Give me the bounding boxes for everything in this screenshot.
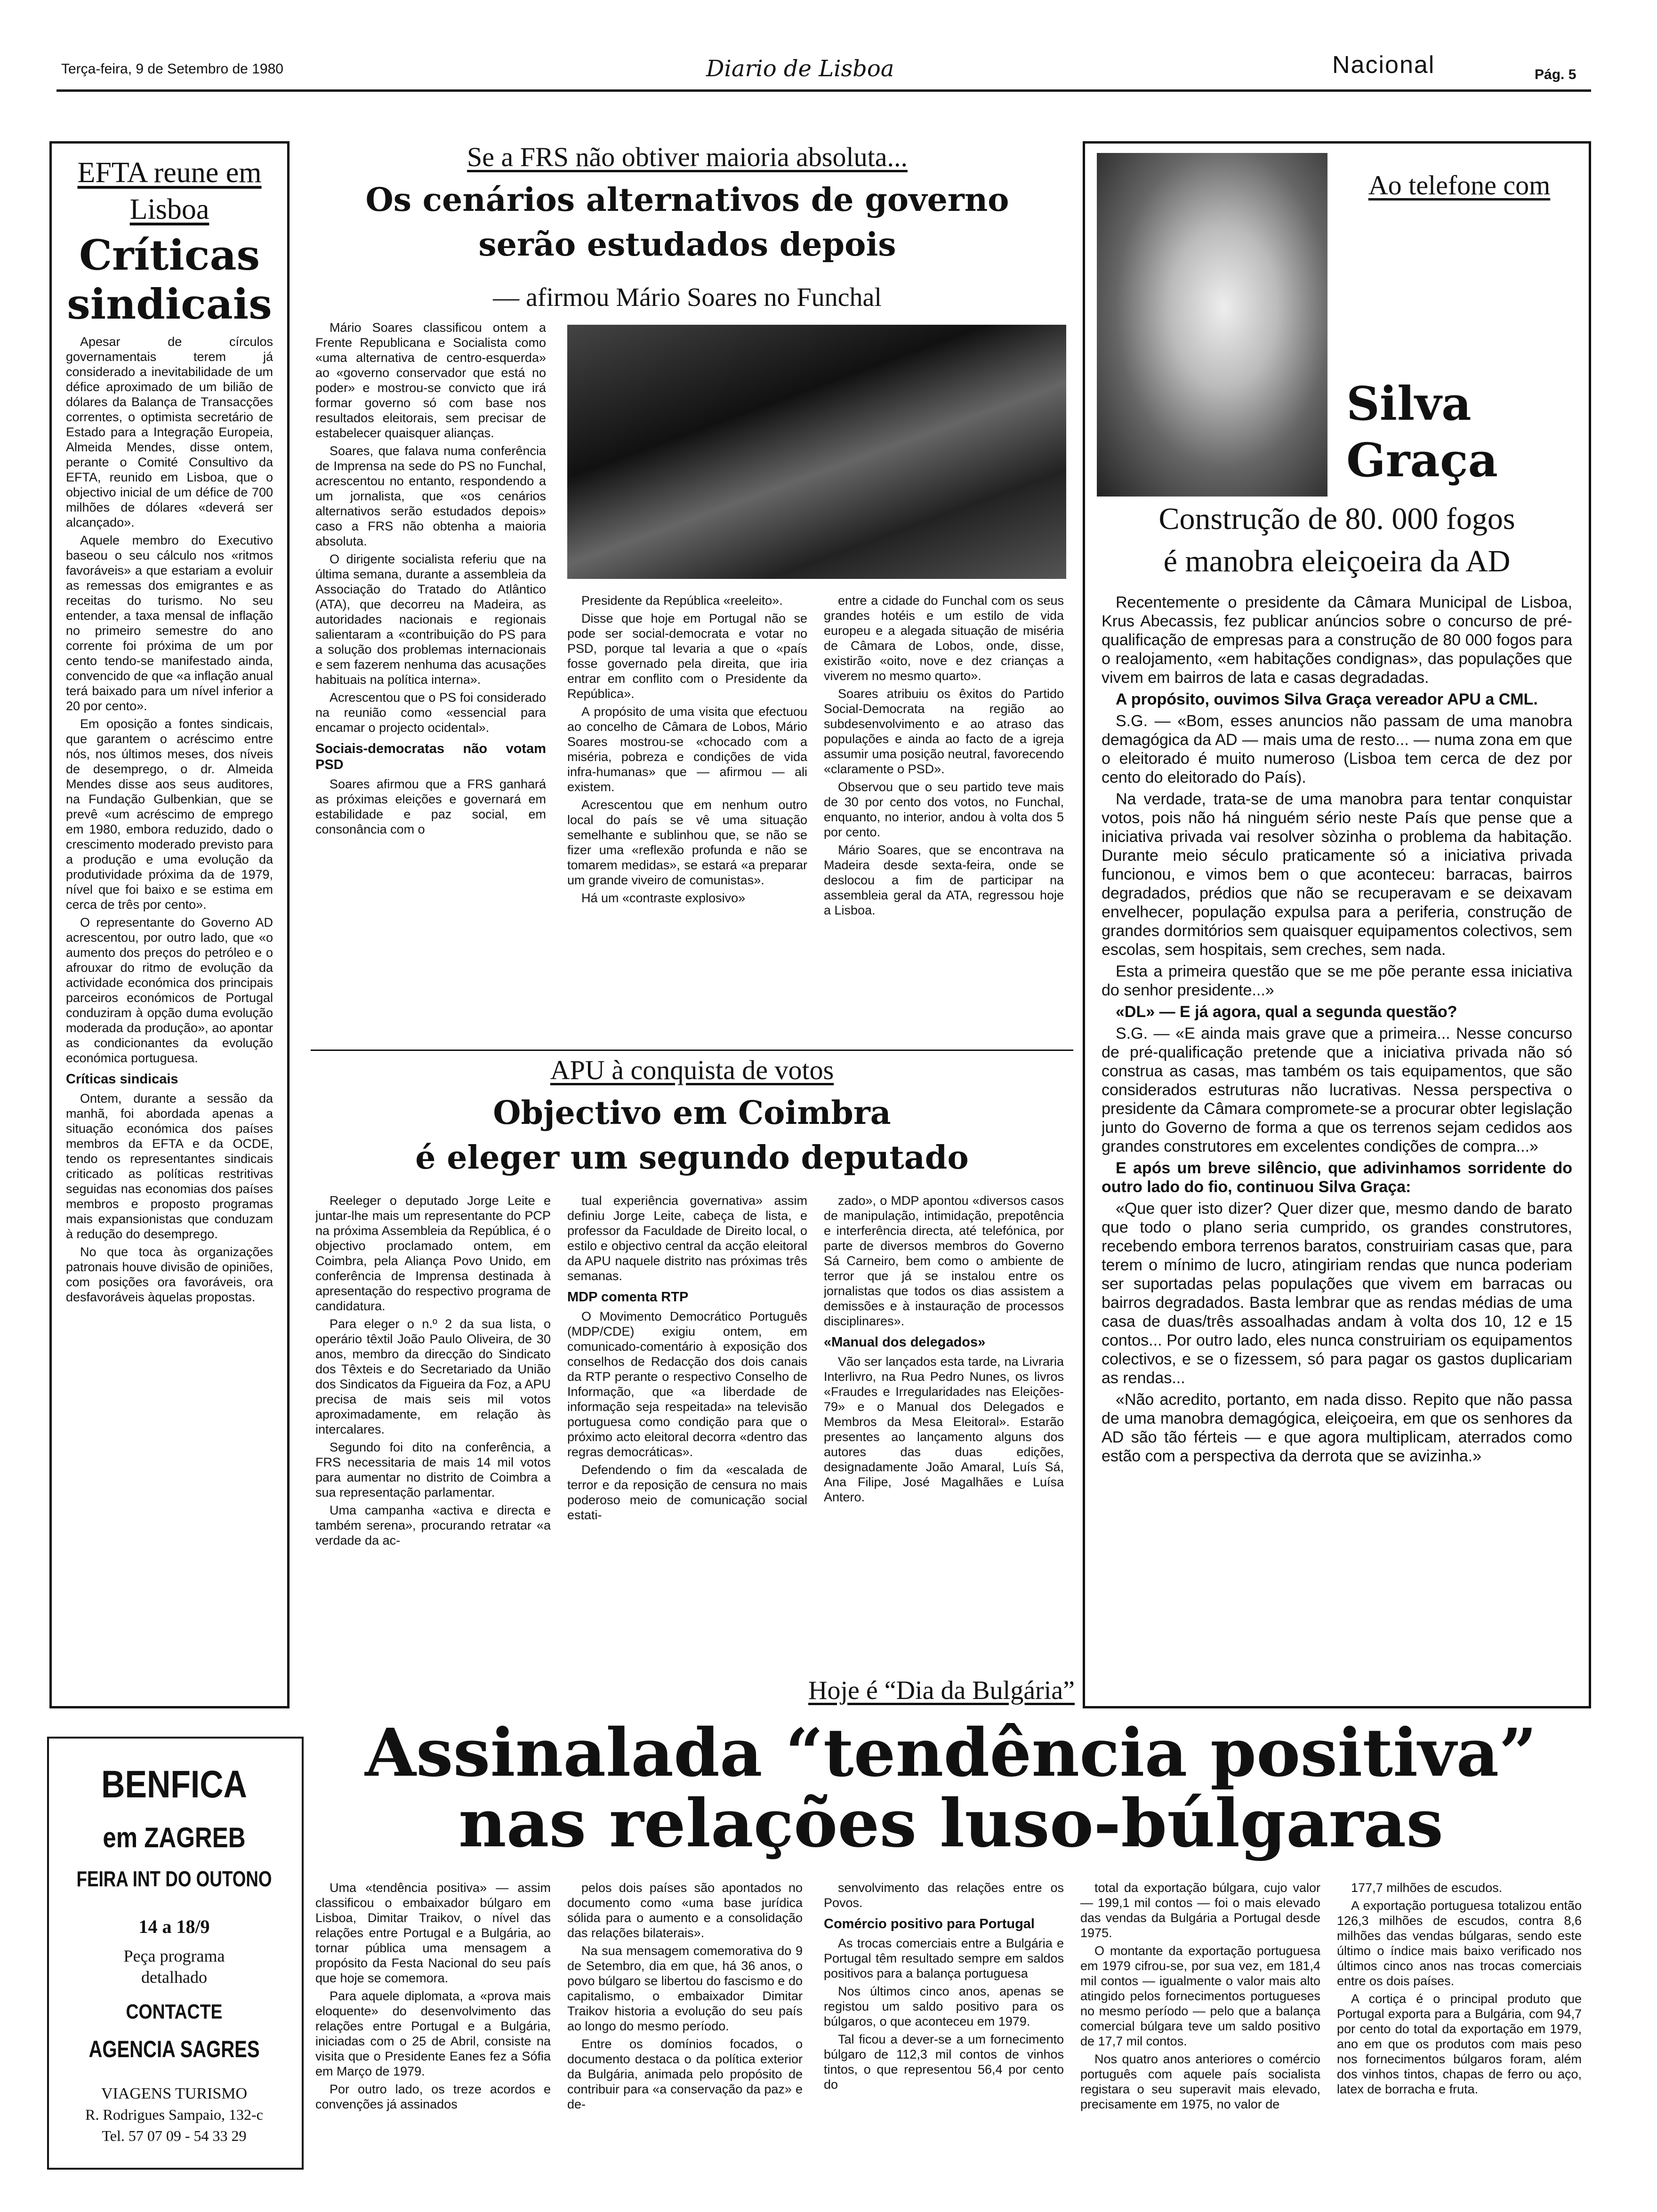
soares-press-photo xyxy=(567,325,1066,579)
bulgaria-paragraph: Nos últimos cinco anos, apenas se registou um saldo positivo para os búlgaros, o que aconteceu em 1979. xyxy=(824,1984,1064,2028)
frs-column-3 xyxy=(824,593,1064,1054)
silva-paragraph: Esta a primeira questão que se me põe perante essa iniciativa do senhor presidente...» xyxy=(1102,962,1572,999)
silva-paragraph-bold: E após um breve silêncio, que adivinhamos sorridente do outro lado do fio, continuou Silva Graça: xyxy=(1102,1159,1572,1196)
apu-headline-line1: Objectivo em Coimbra xyxy=(493,1094,891,1132)
ad-club-name: BENFICA xyxy=(101,1763,247,1806)
silva-name-line1: Silva xyxy=(1346,377,1472,431)
apu-headline-line2: é eleger um segundo deputado xyxy=(415,1139,969,1177)
efta-paragraph: Aquele membro do Executivo baseou o seu cálculo nos «ritmos favoráveis» a que estariam a evoluir as remessas dos emigrantes e as receitas do turismo. No seu entender, a taxa mensal de inflação no primeiro semestre do ano corrente foi próxima de um por cento tendo-se manifestado ainda, convencido de que «a inflação anual terá baixado para um nível inferior a 20 por cento». xyxy=(66,533,273,713)
silva-headline-line1: Construção de 80. 000 fogos xyxy=(1158,502,1515,536)
efta-paragraph: Ontem, durante a sessão da manhã, foi abordada apenas a situação económica dos países membros da EFTA e da OCDE, tendo os representantes sindicais criticado as políticas restritivas seguidas nas economias dos países membros e proposto programas mais expansionistas que conduzam à redução do desemprego. xyxy=(66,1091,273,1241)
silva-graca-portrait xyxy=(1097,153,1327,497)
bulgaria-paragraph: O montante da exportação portuguesa em 1979 cifrou-se, por sua vez, em 181,4 mil contos — igualmente o valor mais alto atingido pelos fornecimentos portugueses no mesmo período — pelo que a balança comercial búlgara teve um saldo positivo de 17,7 mil contos. xyxy=(1080,1944,1320,2048)
bulgaria-paragraph: total da exportação búlgara, cujo valor — 199,1 mil contos — foi o mais elevado das vendas da Bulgária a Portugal desde 1975. xyxy=(1080,1881,1320,1940)
silva-paragraph: «Não acredito, portanto, em nada disso. Repito que não passa de uma manobra demagógica, eleiçoeira, em que os senhores da AD são tão férteis — e que agora multiplicam, aterrados como estão com a perspectiva da derrota que se avizinha.» xyxy=(1102,1391,1572,1465)
bulgaria-column-2 xyxy=(567,1880,803,2200)
apu-paragraph: Para eleger o n.º 2 da sua lista, o operário têxtil João Paulo Oliveira, de 30 anos, membro da direcção do Sindicato dos Têxteis e do Secretariado da União dos Sindicatos da Figueira da Foz, a APU precisa de mais seis mil votos aproximadamente, em relação às intercalares. xyxy=(315,1317,551,1436)
silva-paragraph-bold: «DL» — E já agora, qual a segunda questão? xyxy=(1116,1003,1457,1021)
bulgaria-column-5 xyxy=(1337,1880,1582,2200)
masthead-rule xyxy=(56,89,1591,92)
efta-headline: Críticas sindicais xyxy=(67,231,272,329)
bulgaria-paragraph: Entre os domínios focados, o documento destaca o da política exterior da Bulgária, animada pelo propósito de contribuir para «a conservação da paz» e de- xyxy=(567,2037,803,2111)
ad-contact-label: CONTACTE xyxy=(126,2000,223,2023)
silva-paragraph-bold: A propósito, ouvimos Silva Graça vereador APU a CML. xyxy=(1116,690,1538,708)
apu-column-2 xyxy=(567,1193,807,1706)
ad-request-line1: Peça programa xyxy=(123,1947,225,1965)
bulgaria-column-4 xyxy=(1080,1880,1320,2200)
frs-paragraph: Disse que hoje em Portugal não se pode ser social-democrata e votar no PSD, porque tal levaria a que o «país fosse governado pela direita, que iria entrar em conflito com o Presidente da República». xyxy=(567,611,807,701)
silva-paragraph: S.G. — «E ainda mais grave que a primeira... Nesse concurso de pré-qualificação pretende que a iniciativa privada não só construa as casas, mas também os tais equipamentos, que são considerados estruturas não lucrativas. Nessa perspectiva o presidente da Câmara compromete-se a procurar obter legislação junto do Governo de forma a que os terrenos sejam cedidos aos grandes construtores em excelentes condições de compra...» xyxy=(1102,1025,1572,1155)
ad-request-line2: detalhado xyxy=(141,1968,207,1987)
bulgaria-paragraph: 177,7 milhões de escudos. xyxy=(1351,1881,1503,1895)
frs-subheadline: — afirmou Mário Soares no Funchal xyxy=(493,283,882,312)
bulgaria-column-1 xyxy=(315,1880,551,2200)
apu-column-3 xyxy=(824,1193,1064,1706)
frs-paragraph: Mário Soares classificou ontem a Frente Republicana e Socialista como «uma alternativa de centro-esquerda» ao «governo conservador que está no poder» e mostrou-se convicto que irá formar governo só com base nos resultados eleitorais, sem precisar de estabelecer quaisquer alianças. xyxy=(315,321,546,440)
silva-paragraph: S.G. — «Bom, esses anuncios não passam de uma manobra demagógica da AD — mais uma de resto... — numa zona em que o eleitorado é muito numeroso (Lisboa tem cerca de dez por cento do eleitorado do País). xyxy=(1102,712,1572,786)
newspaper-name: Diario de Lisboa xyxy=(706,56,894,82)
apu-intertitle-mdp: MDP comenta RTP xyxy=(567,1290,689,1305)
silva-paragraph: «Que quer isto dizer? Quer dizer que, mesmo dando de barato que todo o plano seria cumprido, os grandes construtores, recebendo embora terrenos baratos, construiriam casas que, para terem o mínimo de lucro, atingiriam rendas que nunca poderiam ser suportadas pelas populações que vivem em barracas ou bairros degradados. Basta lembrar que as rendas médias de uma casa de duas/três assoalhadas andam à volta dos 10, 12 e 15 contos... Por outro lado, eles nunca construiriam os equipamentos colectivos, e se o fizessem, só para pagar os gastos duplicariam as rendas... xyxy=(1102,1200,1572,1387)
ad-destination: em ZAGREB xyxy=(103,1822,246,1853)
frs-paragraph: Mário Soares, que se encontrava na Madeira desde sexta-feira, onde se deslocou a fim de participar na assembleia geral da ATA, regressou hoje a Lisboa. xyxy=(824,843,1064,917)
page-date: Terça-feira, 9 de Setembro de 1980 xyxy=(61,61,283,77)
ad-agency-type: VIAGENS TURISMO xyxy=(101,2085,248,2102)
silva-kicker: Ao telefone com xyxy=(1368,170,1551,200)
ad-dates: 14 a 18/9 xyxy=(138,1916,210,1937)
bulgaria-column-3 xyxy=(824,1880,1064,2200)
bulgaria-paragraph: senvolvimento das relações entre os Povos. xyxy=(824,1881,1064,1910)
efta-paragraph: O representante do Governo AD acrescentou, por outro lado, que «o aumento dos preços do petróleo e o afrouxar do ritmo de evolução da actividade económica dos principais parceiros económicos de Portugal conduziram à opção duma evolução moderada da produção», ao apontar as condicionantes da evolução económica portuguesa. xyxy=(66,915,273,1065)
frs-paragraph: Acrescentou que o PS foi considerado na reunião como «essencial para encamar o projecto ocidental». xyxy=(315,690,546,735)
bulgaria-paragraph: pelos dois países são apontados no documento como «uma base jurídica sólida para o aumento e a consolidação das relações bilaterais». xyxy=(567,1881,803,1940)
apu-paragraph: Uma campanha «activa e directa e também serena», procurando retratar «a verdade da ac- xyxy=(315,1503,551,1547)
bulgaria-paragraph: Tal ficou a dever-se a um fornecimento búlgaro de 112,3 mil contos de vinhos tintos, o que representou 56,4 por cento do xyxy=(824,2032,1064,2092)
frs-paragraph: Há um «contraste explosivo» xyxy=(581,891,746,905)
frs-column-2 xyxy=(567,593,807,1054)
ad-phone: Tel. 57 07 09 - 54 33 29 xyxy=(102,2127,247,2144)
frs-paragraph: Acrescentou que em nenhum outro local do país se vê uma situação semelhante e sublinhou que, se não se fizer uma «reflexão profunda e não se tomarem medidas», se estará «a preparar um grande viveiro de comunistas». xyxy=(567,798,807,887)
bulgaria-paragraph: Nos quatro anos anteriores o comércio português com aquele país socialista registara o seu superavit mais elevado, precisamente em 1975, no valor de xyxy=(1080,2052,1320,2111)
ad-address: R. Rodrigues Sampaio, 132-c xyxy=(85,2106,263,2123)
silva-name-line2: Graça xyxy=(1346,433,1498,488)
frs-headline-line2: serão estudados depois xyxy=(478,226,896,264)
ad-agency-name: AGENCIA SAGRES xyxy=(88,2036,260,2062)
bulgaria-headline-line1: Assinalada “tendência positiva” xyxy=(365,1715,1537,1792)
apu-intertitle-manual: «Manual dos delegados» xyxy=(824,1335,986,1350)
bulgaria-paragraph: A cortiça é o principal produto que Portugal exporta para a Bulgária, com 94,7 por cento do total da exportação em 1979, ano em que os produtos com mais peso nos fornecimentos búlgaros foram, além dos vinhos tintos, chapas de ferro ou aço, latex de borracha e fruta. xyxy=(1337,1992,1582,2096)
section-name: Nacional xyxy=(1332,51,1435,79)
frs-headline-line1: Os cenários alternativos de governo xyxy=(365,181,1009,219)
apu-paragraph: O Movimento Democrático Português (MDP/CDE) exigiu ontem, em comunicado-comentário à exposição dos conselhos de Redacção dos dois canais da RTP perante o respectivo Conselho de Informação, que «a liberdade de informação seja respeitada» na televisão portuguesa como condição para que o próximo acto eleitoral decorra «dentro das regras democráticas». xyxy=(567,1309,807,1459)
silva-paragraph: Recentemente o presidente da Câmara Municipal de Lisboa, Krus Abecassis, fez publicar anúncios sobre o concurso de pré-qualificação de empresas para a construção de 80 000 fogos para o realojamento, «em habitações condignas», das populações que vivem em bairros de lata e casas degradadas. xyxy=(1102,593,1572,687)
bulgaria-paragraph: Na sua mensagem comemorativa do 9 de Setembro, dia em que, há 36 anos, o povo búlgaro se libertou do fascismo e do capitalismo, o embaixador Dimitar Traikov historia a evolução do seu país ao longo do mesmo período. xyxy=(567,1944,803,2033)
efta-paragraph: Em oposição a fontes sindicais, que garantem o acréscimo entre nós, nos últimos meses, dos níveis de desemprego, o dr. Almeida Mendes disse aos seus auditores, na Fundação Gulbenkian, que se prevê «um acréscimo de emprego em 1980, embora reduzido, dado o crescimento moderado previsto para a produção e uma evolução da produtividade próxima da de 1979, nível que foi baixo e se estima em cerca de três por cento». xyxy=(66,717,273,912)
frs-paragraph: Soares, que falava numa conferência de Imprensa na sede do PS no Funchal, acrescentou no entanto, respondendo a um jornalista, que «os cenários alternativos serão estudados depois» caso a FRS não obtenha a maioria absoluta. xyxy=(315,444,546,548)
efta-kicker: EFTA reune em Lisboa xyxy=(77,157,262,225)
frs-bottom-rule xyxy=(311,1050,1073,1051)
apu-paragraph: tual experiência governativa» assim definiu Jorge Leite, cabeça de lista, e professor da Faculdade de Direito local, o estilo e objectivo central da acção eleitoral da APU naquele distrito nas próximas três semanas. xyxy=(567,1194,807,1283)
efta-paragraph: No que toca às organizações patronais houve divisão de opiniões, com posições ora favoráveis, ora desfavoráveis àquelas propostas. xyxy=(66,1245,273,1304)
silva-headline-line2: é manobra eleiçoeira da AD xyxy=(1163,544,1511,578)
apu-column-1 xyxy=(315,1193,551,1706)
efta-body xyxy=(66,334,273,1690)
frs-paragraph: Soares atribuiu os êxitos do Partido Social-Democrata na região ao subdesenvolvimento e ao atraso das populações e ainda ao facto de a igreja assumir uma posição neutral, favorecendo «claramente o PSD». xyxy=(824,687,1064,776)
bulgaria-paragraph: Por outro lado, os treze acordos e convenções já assinados xyxy=(315,2082,551,2111)
frs-paragraph: Observou que o seu partido teve mais de 30 por cento dos votos, no Funchal, enquanto, no interior, andou à volta dos 5 por cento. xyxy=(824,780,1064,839)
frs-paragraph: Presidente da República «reeleito». xyxy=(581,593,783,608)
frs-kicker: Se a FRS não obtiver maioria absoluta... xyxy=(467,142,908,172)
bulgaria-paragraph: A exportação portuguesa totalizou então 126,3 milhões de escudos, contra 8,6 milhões das vendas búlgaras, sendo este último o índice mais baixo verificado nos últimos cinco anos nas trocas comerciais entre os dois países. xyxy=(1337,1899,1582,1988)
frs-paragraph: A propósito de uma visita que efectuou ao concelho de Câmara de Lobos, Mário Soares mostrou-se «chocado com a miséria, pobreza e condições de vida infra-humanas» que — afirmou — ali existem. xyxy=(567,705,807,794)
frs-paragraph: entre a cidade do Funchal com os seus grandes hotéis e um estilo de vida europeu e a alegada situação de miséria de Câmara de Lobos, onde, disse, existirão «oito, nove e dez crianças a viverem no mesmo quarto». xyxy=(824,593,1064,683)
apu-paragraph: Vão ser lançados esta tarde, na Livraria Interlivro, na Rua Pedro Nunes, os livros «Fraudes e Irregularidades nas Eleições-79» e o Manual dos Delegados e Membros da Mesa Eleitoral». Estarão presentes ao lançamento alguns dos autores das duas edições, designadamente João Amaral, Luís Sá, Ana Filipe, José Magalhães e Luísa Antero. xyxy=(824,1354,1064,1504)
ad-event: FEIRA INT DO OUTONO xyxy=(76,1867,272,1891)
bulgaria-paragraph: Para aquele diplomata, a «prova mais eloquente» do desenvolvimento das relações entre Portugal e a Bulgária, iniciadas com o 25 de Abril, consiste na visita que o Presidente Eanes fez a Sófia em Março de 1979. xyxy=(315,1989,551,2078)
frs-column-1 xyxy=(315,320,546,1054)
apu-paragraph: Segundo foi dito na conferência, a FRS necessitaria de mais 14 mil votos para aumentar no distrito de Coimbra a sua representação parlamentar. xyxy=(315,1440,551,1499)
frs-paragraph: O dirigente socialista referiu que na última semana, durante a assembleia da Associação do Tratado do Atlântico (ATA), que decorreu na Madeira, as autoridades nacionais e regionais salientaram a «contribuição do PS para a solução dos problemas internacionais e sem fazerem nenhuma das acusações habituais na política interna». xyxy=(315,552,546,687)
efta-paragraph: Apesar de círculos governamentais terem já considerado a inevitabilidade de um défice aproximado de um bilião de dólares da Balança de Transacções correntes, o optimista secretário de Estado para a Integração Europeia, Almeida Mendes, disse ontem, perante o Comité Consultivo da EFTA, reunido em Lisboa, que o objectivo inicial de um défice de 700 milhões de dólares «deverá ser alcançado». xyxy=(66,335,273,529)
silva-paragraph: Na verdade, trata-se de uma manobra para tentar conquistar votos, pois não há ninguém sério neste País que pense que a iniciativa privada vai resolver sòzinha o problema da habitação. Durante meio século praticamente só a iniciativa privada funcionou, e vimos bem o que aconteceu: barracas, bairros degradados, prédios que não se recuperavam e se deixavam envelhecer, população expulsa para a periferia, construção de grandes dormitórios sem quaisquer equipamentos colectivos, sem escolas, sem hospitais, sem creches, sem nada. xyxy=(1102,790,1572,959)
apu-paragraph: zado», o MDP apontou «diversos casos de manipulação, intimidação, prepotência e interferência directa, até telefónica, por parte de diversos membros do Governo Sá Carneiro, bem como o ambiente de terror que já se instalou entre os jornalistas que todos os dias assistem a demissões e à instauração de processos disciplinares». xyxy=(824,1194,1064,1328)
efta-intertitle: Críticas sindicais xyxy=(66,1072,178,1087)
bulgaria-headline-line2: nas relações luso-búlgaras xyxy=(458,1785,1444,1862)
silva-body xyxy=(1102,593,1572,1694)
apu-kicker: APU à conquista de votos xyxy=(550,1055,834,1085)
frs-intertitle: Sociais-democratas não votam PSD xyxy=(315,741,546,772)
apu-paragraph: Reeleger o deputado Jorge Leite e juntar-lhe mais um representante do PCP na próxima Assembleia da República, é o objectivo proclamado ontem, em Coimbra, pela Aliança Povo Unido, em conferência de Imprensa destinada à apresentação do respectivo programa de candidatura. xyxy=(315,1194,551,1313)
bulgaria-paragraph: Uma «tendência positiva» — assim classificou o embaixador búlgaro em Lisboa, Dimitar Traikov, o nível das relações entre Portugal e a Bulgária, ao tornar pública uma mensagem a propósito da Festa Nacional do seu país que hoje se comemora. xyxy=(315,1881,551,1985)
page-number: Pág. 5 xyxy=(1535,67,1577,82)
bulgaria-intertitle: Comércio positivo para Portugal xyxy=(824,1916,1035,1931)
bulgaria-paragraph: As trocas comerciais entre a Bulgária e Portugal têm resultado sempre em saldos positivos para a balança portuguesa xyxy=(824,1936,1064,1980)
apu-paragraph: Defendendo o fim da «escalada de terror e da reposição de censura no mais poderoso meio de comunicação social estati- xyxy=(567,1463,807,1522)
frs-paragraph: Soares afirmou que a FRS ganhará as próximas eleições e governará em estabilidade e paz social, em consonância com o xyxy=(315,777,546,836)
bulgaria-kicker: Hoje é “Dia da Bulgária” xyxy=(808,1676,1075,1705)
